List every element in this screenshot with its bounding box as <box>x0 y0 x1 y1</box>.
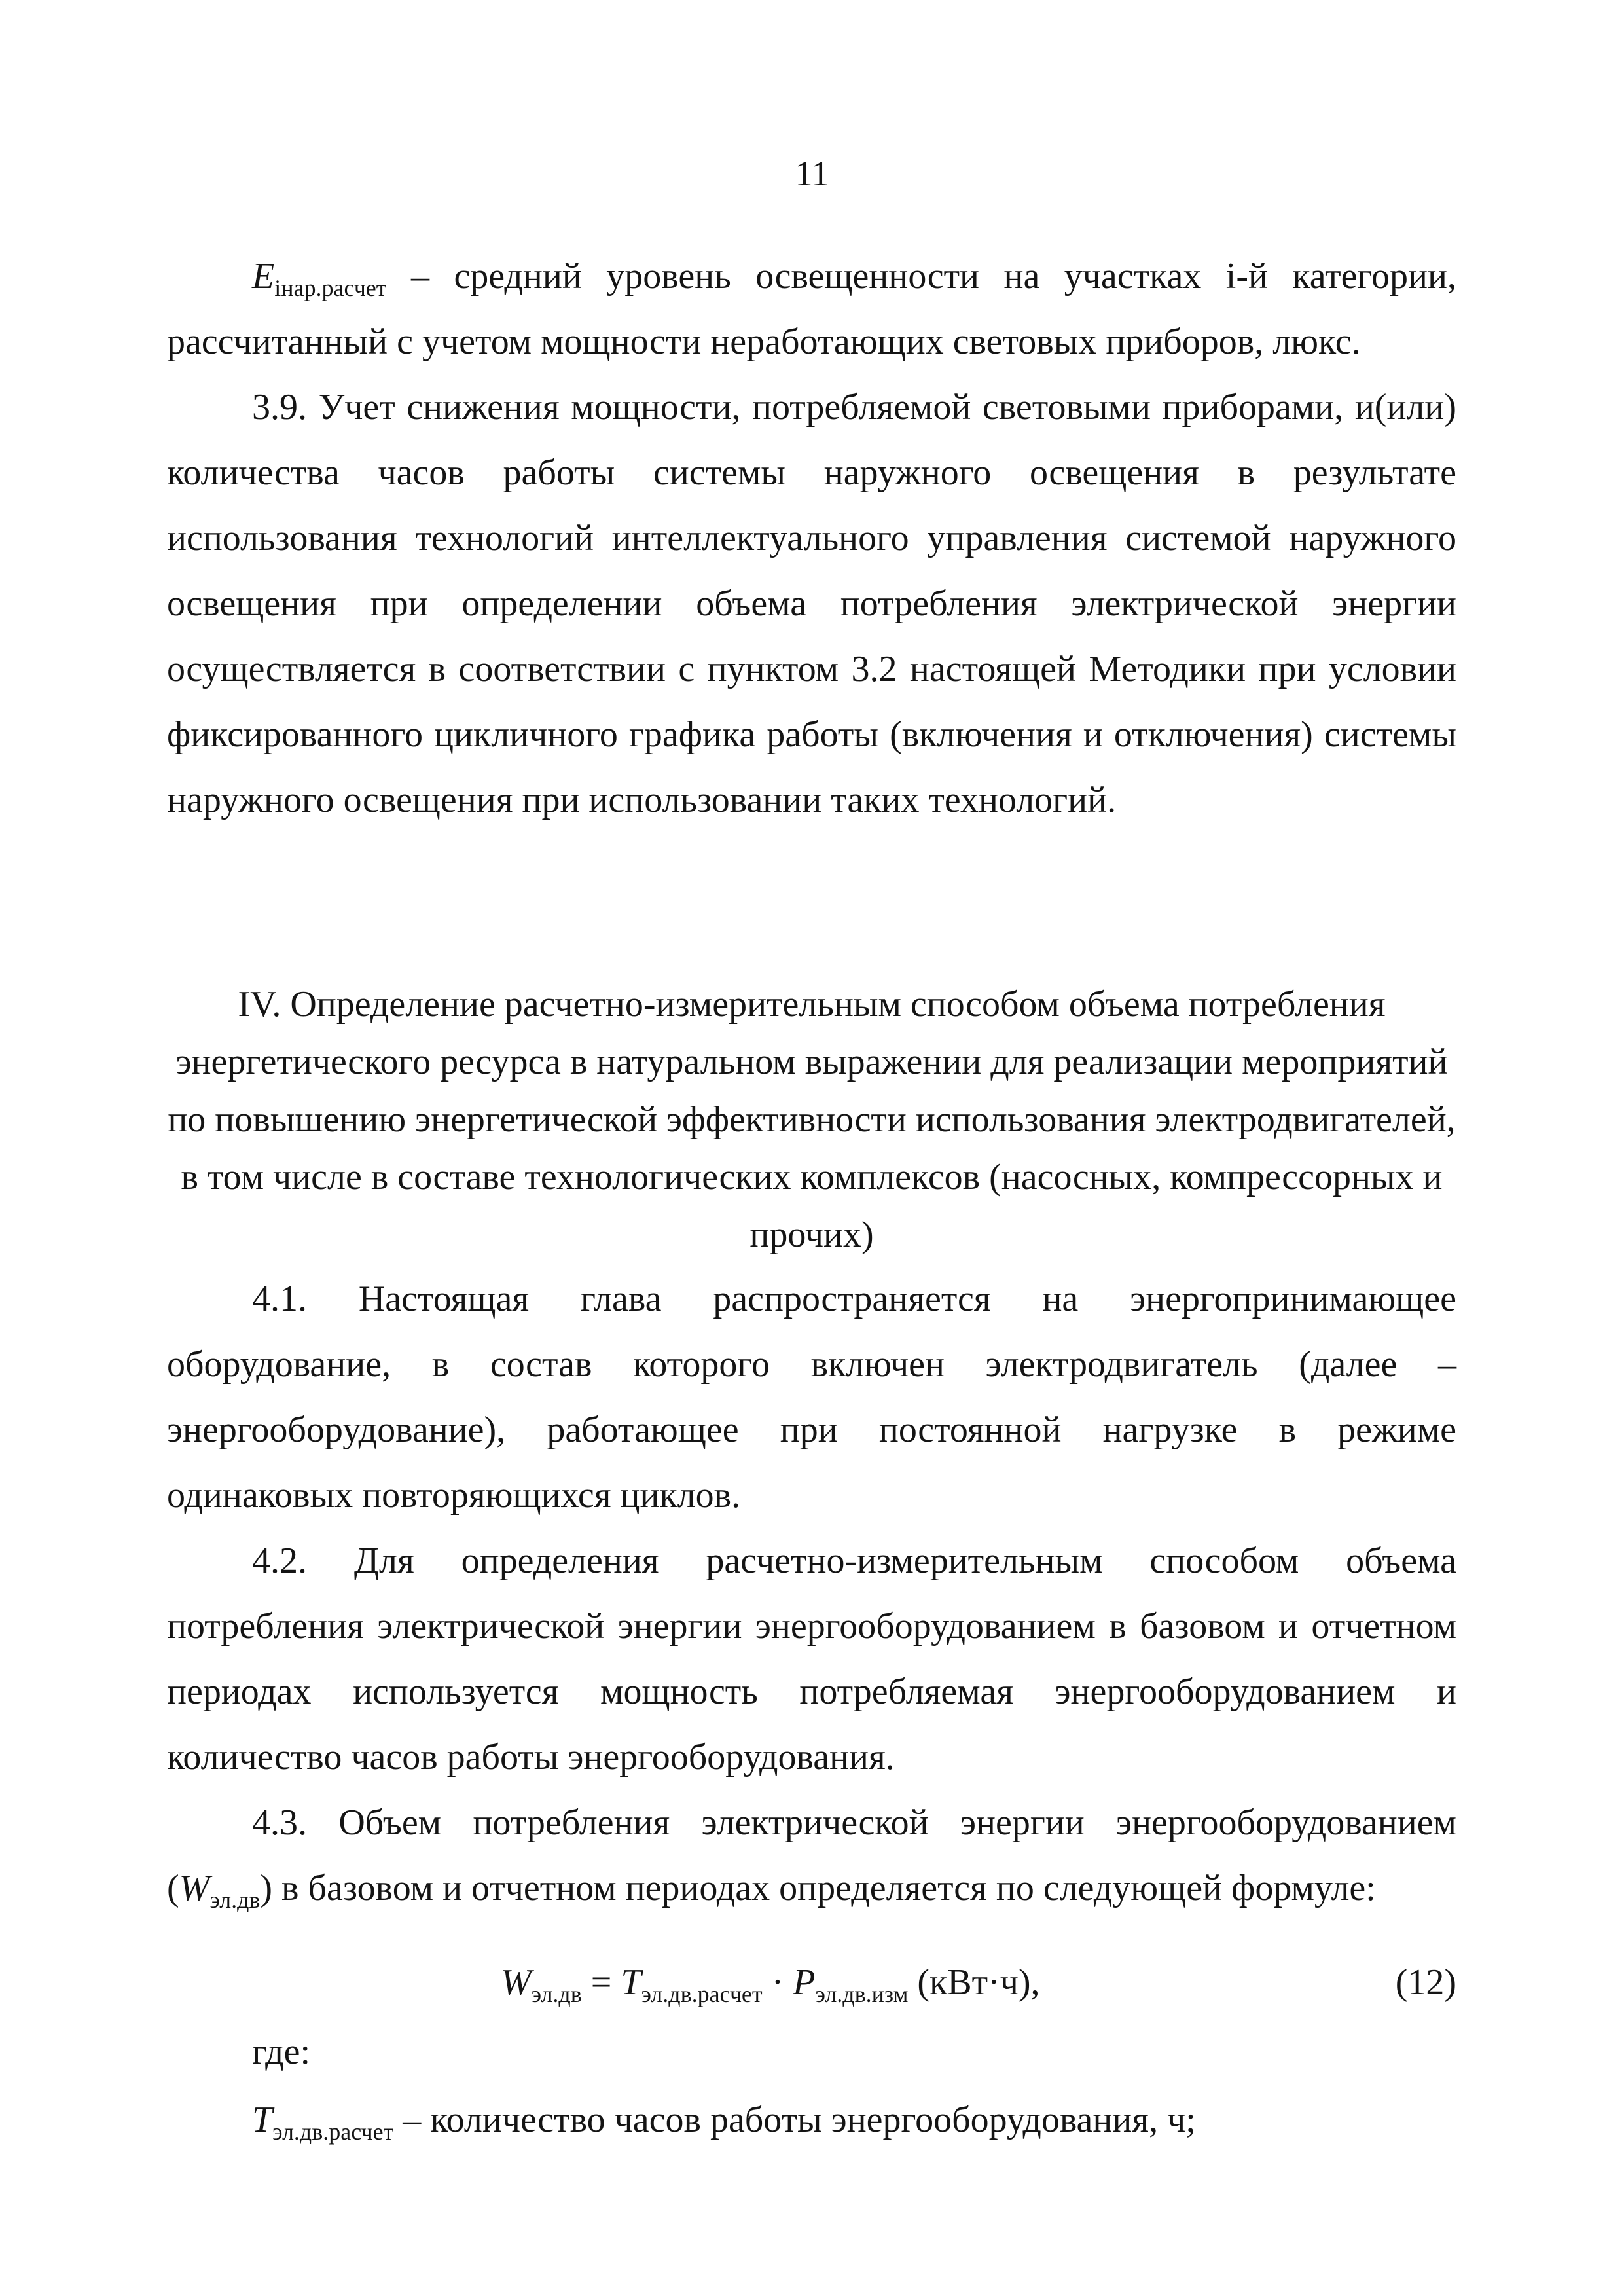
formula-w-subscript: эл.дв <box>531 1981 582 2007</box>
paragraph-4-3-text-2: ) в базовом и отчетном периодах определяется по следующей формуле: <box>260 1868 1376 1908</box>
body-text-block <box>167 1266 1456 1921</box>
formula-expression <box>501 1950 1040 2015</box>
subscript-t: эл.дв.расчет <box>272 2119 394 2145</box>
formula-equals: = <box>581 1962 621 2003</box>
paragraph-4-2: 4.2. Для определения расчетно-измерительным способом объема потребления электрической энергии энергооборудованием в базовом и отчетном периодах используется мощность потребляемая энергооборудованием и количество часов работы энергооборудования. <box>167 1540 1456 1777</box>
formula-12 <box>167 1950 1456 2015</box>
paragraph-3-9: 3.9. Учет снижения мощности, потребляемой световыми приборами, и(или) количества часов работы системы наружного освещения в результате использования технологий интеллектуального управления системой наружного освещения при определении объема потребления электрической энергии осуществляется в соответствии с пунктом 3.2 настоящей Методики при условии фиксированного цикличного графика работы (включения и отключения) системы наружного освещения при использовании таких технологий. <box>167 387 1456 820</box>
definition-e-i <box>167 244 1456 374</box>
paragraph-4-3 <box>167 1790 1456 1921</box>
formula-p-subscript: эл.дв.изм <box>815 1981 909 2007</box>
definition-t-text: – количество часов работы энергооборудования, ч; <box>393 2100 1196 2140</box>
where-label: где: <box>252 2032 311 2072</box>
formula-t-symbol: T <box>621 1962 641 2003</box>
formula-dot: · <box>762 1962 793 2003</box>
definition-e-text: – средний уровень освещенности на участках i-й категории, рассчитанный с учетом мощности неработающих световых приборов, люкс. <box>167 256 1456 362</box>
symbol-t: T <box>252 2100 273 2140</box>
page-number: 11 <box>795 154 829 193</box>
paragraph-4-1: 4.1. Настоящая глава распространяется на энергопринимающее оборудование, в состав которого включен электродвигатель (далее – энергооборудование), работающее при постоянной нагрузке в режиме одинаковых повторяющихся циклов. <box>167 1279 1456 1516</box>
paragraph-4-3-text-1: 4.3. Объем потребления электрической энергии энергооборудованием ( <box>167 1802 1456 1908</box>
equation-number: (12) <box>1395 1962 1456 2003</box>
formula-unit: (кВт·ч), <box>908 1962 1040 2003</box>
subscript-w: эл.дв <box>209 1887 261 1913</box>
subscript-e: iнар.расчет <box>274 275 387 301</box>
symbol-w: W <box>179 1868 210 1908</box>
definition-t <box>252 2087 1196 2153</box>
top-text-block <box>167 244 1456 833</box>
formula-p-symbol: P <box>793 1962 816 2003</box>
symbol-e: E <box>252 256 275 297</box>
formula-w-symbol: W <box>501 1962 532 2003</box>
formula-t-subscript: эл.дв.расчет <box>641 1981 763 2007</box>
section-heading: IV. Определение расчетно-измерительным способом объема потребления энергетического ресурса в натуральном выражении для реализации мероприятий по повышению энергетической эффективности использования электродвигателей, в том числе в составе технологических комплексов (насосных, компрессорных и прочих) <box>168 984 1456 1255</box>
